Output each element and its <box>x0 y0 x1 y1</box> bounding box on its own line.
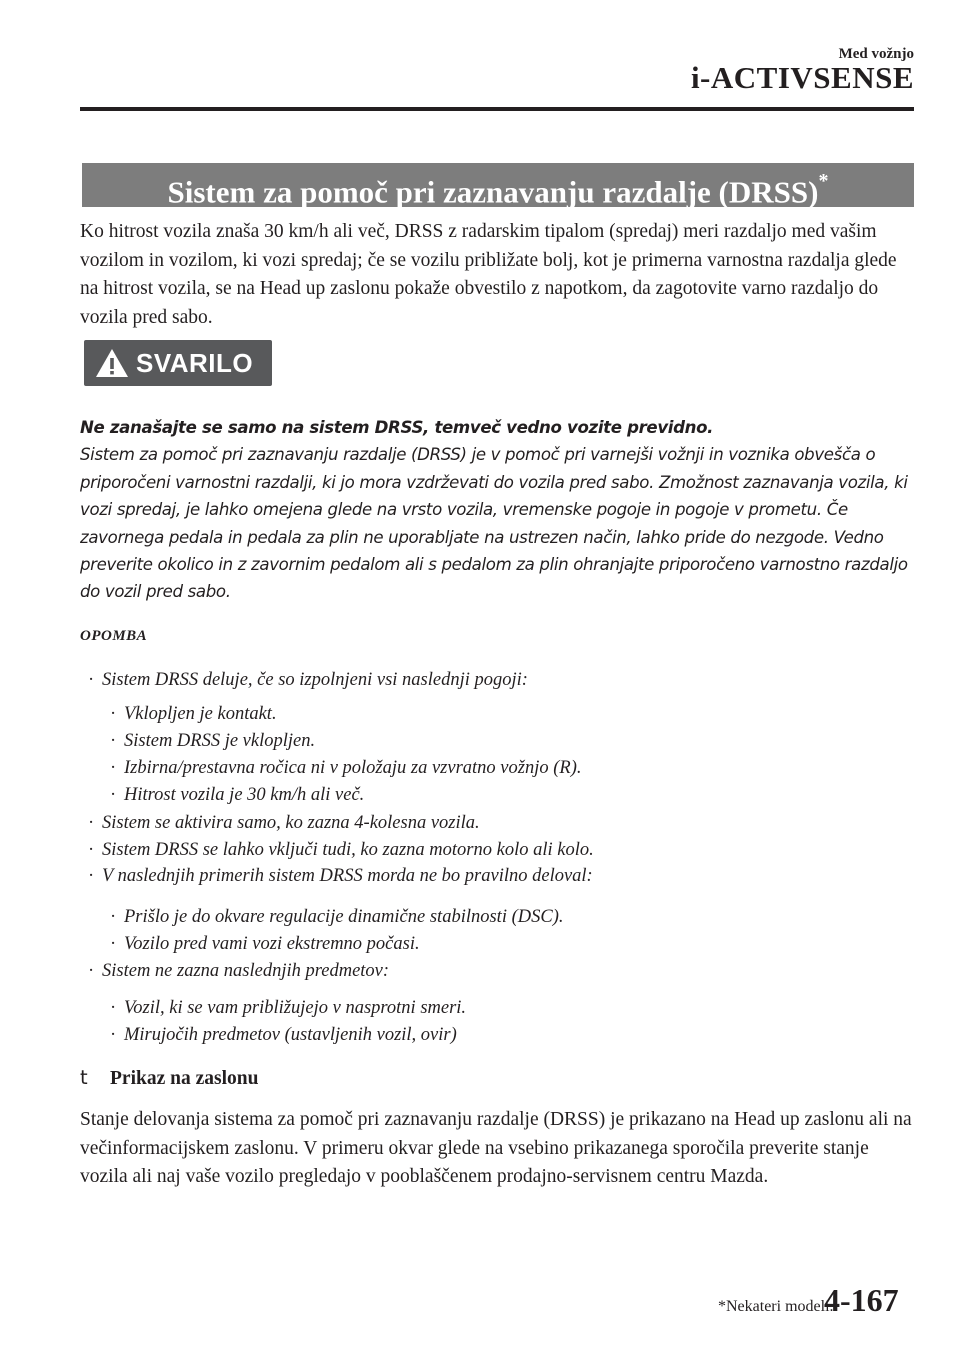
note-item: · Vozil, ki se vam približujejo v nasprotni smeri. <box>110 998 467 1018</box>
display-section-body: Stanje delovanja sistema za pomoč pri zaznavanju razdalje (DRSS) je prikazano na Head up zaslonu ali na večinformacijskem zaslonu. V primeru okvar glede na vsebino prikazanega sporočila preverite stanje vozila ali naj vaše vozilo pregledajo v pooblaščenem prodajno-servisnem centru Mazda. <box>80 1109 912 1188</box>
warning-label: SVARILO <box>136 347 254 378</box>
note-item: · Prišlo je do okvare regulacije dinamične stabilnosti (DSC). <box>110 907 564 927</box>
warning-badge <box>84 340 272 386</box>
intro-paragraph: Ko hitrost vozila znaša 30 km/h ali več, DRSS z radarskim tipalom (spredaj) meri razdaljo med vašim vozilom in vozilom, ki vozi spredaj; če se vozilu približate bolj, kot je primerna varnostna razdalja glede na hitrost vozila, se na Head up zaslonu pokaže obvestilo z napotkom, da zagotovite varno razdaljo do vozila pred sabo. <box>80 221 897 328</box>
note-item: · Sistem DRSS deluje, če so izpolnjeni vsi naslednji pogoji: <box>88 670 528 690</box>
note-item: · Sistem ne zazna naslednjih predmetov: <box>88 961 390 981</box>
section-title: Sistem za pomoč pri zaznavanju razdalje (DRSS) <box>167 174 819 210</box>
note-item: · Sistem DRSS se lahko vključi tudi, ko zazna motorno kolo ali kolo. <box>88 840 594 860</box>
warning-body: Sistem za pomoč pri zaznavanju razdalje (DRSS) je v pomoč pri varnejši vožnji in voznika obvešča o priporočeni varnostni razdalji, ki jo mora vzdrževati do vozila pred sabo. Zmožnost zaznavanja vozila, ki vozi spredaj, je lahko omejena glede na vrsto vozila, vremenske pogoje in pogoje v prometu. Če zavornega pedala in pedala za plin ne uporabljate na ustrezen način, lahko pride do nezgode. Vedno preverite okolico in z zavornim pedalom ali s pedalom za plin ohranjajte priporočeno varnostno razdaljo do vozil pred sabo. <box>80 445 908 602</box>
note-item: · Mirujočih predmetov (ustavljenih vozil, ovir) <box>110 1025 457 1045</box>
header-title: i-ACTIVSENSE <box>690 60 914 95</box>
note-item: · Sistem DRSS je vklopljen. <box>110 731 316 751</box>
section-banner <box>82 163 914 210</box>
heading-text: Prikaz na zaslonu <box>110 1068 259 1089</box>
warning-triangle-icon <box>94 347 130 379</box>
note-item: · V naslednjih primerih sistem DRSS morda ne bo pravilno deloval: <box>88 866 593 886</box>
header-rule <box>80 107 914 111</box>
bullet-marker: t <box>80 1066 88 1089</box>
header-subtitle: Med vožnjo <box>838 46 914 62</box>
warning-text <box>80 414 916 606</box>
footnote: *Nekateri modeli. <box>718 1298 834 1315</box>
note-item: · Izbirna/prestavna ročica ni v položaju za vzvratno vožnjo (R). <box>110 758 582 778</box>
asterisk-mark: * <box>818 170 829 192</box>
note-item: · Vklopljen je kontakt. <box>110 704 277 724</box>
note-label: OPOMBA <box>80 628 148 644</box>
note-item: · Sistem se aktivira samo, ko zazna 4-kolesna vozila. <box>88 813 480 833</box>
page-number: 4-167 <box>824 1282 899 1318</box>
display-section-heading <box>80 1066 258 1090</box>
note-item: · Vozilo pred vami vozi ekstremno počasi. <box>110 934 420 954</box>
note-item: · Hitrost vozila je 30 km/h ali več. <box>110 785 365 805</box>
warning-lead: Ne zanašajte se samo na sistem DRSS, temveč vedno vozite previdno. <box>80 418 714 437</box>
